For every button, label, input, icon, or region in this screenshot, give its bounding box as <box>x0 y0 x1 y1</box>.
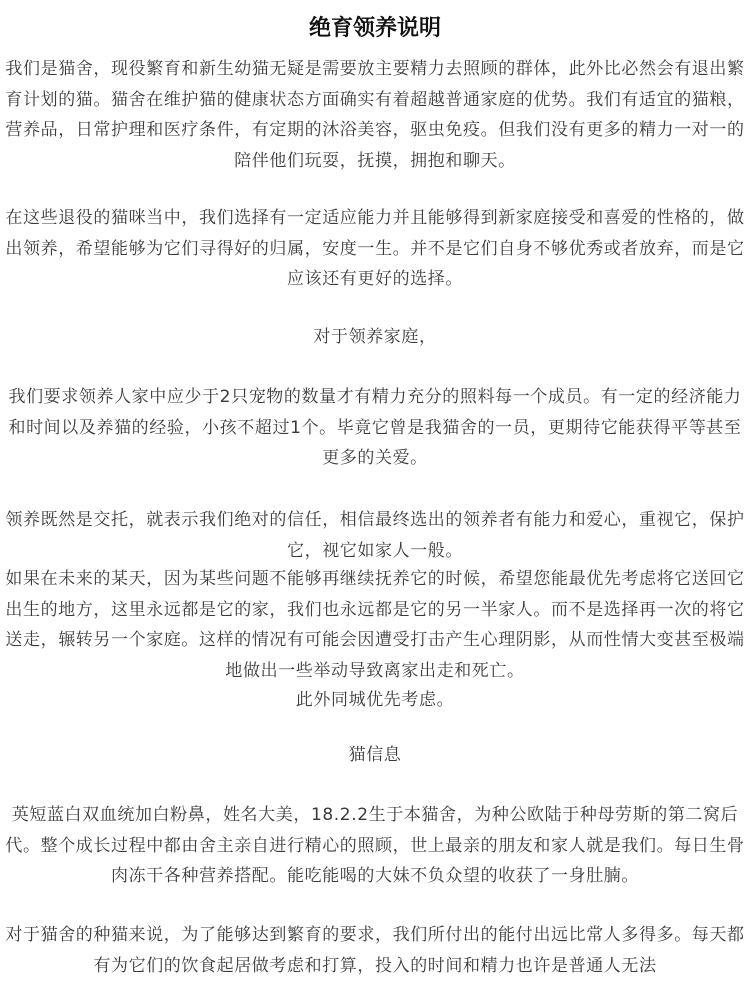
paragraph-cat-info: 英短蓝白双血统加白粉鼻，姓名大美，18.2.2生于本猫舍，为种公欧陆于种母劳斯的第二窝后代。整个成长过程中都由舍主亲自进行精心的照顾，世上最亲的朋友和家人就是我们。每日生骨肉冻干各种营养搭配。能吃能喝的大妹不负众望的收获了一身肚腩。 <box>5 805 745 887</box>
page-title: 绝育领养说明 <box>308 16 441 41</box>
paragraph-for-adopters-heading: 对于领养家庭， <box>313 327 437 347</box>
paragraph-trust: 领养既然是交托，就表示我们绝对的信任，相信最终选出的领养者有能力和爱心，重视它，保护它，视它如家人一般。 <box>5 510 745 561</box>
paragraph-cattery-intro: 我们是猫舍，现役繁育和新生幼猫无疑是需要放主要精力去照顾的群体，此外比必然会有退出繁育计划的猫。猫舍在维护猫的健康状态方面确实有着超越普通家庭的优势。我们有适宜的猫粮，营养品，日常护理和医疗条件，有定期的沐浴美容，驱虫免疫。但我们没有更多的精力一对一的陪伴他们玩耍，抚摸，拥抱和聊天。 <box>5 59 745 171</box>
paragraph-adopter-requirements: 我们要求领养人家中应少于2只宠物的数量才有精力充分的照料每一个成员。有一定的经济能力和时间以及养猫的经验，小孩不超过1个。毕竟它曾是我猫舍的一员，更期待它能获得平等甚至更多的关爱。 <box>8 387 742 469</box>
paragraph-same-city: 此外同城优先考虑。 <box>295 690 455 710</box>
paragraph-breeding-cats: 对于猫舍的种猫来说，为了能够达到繁育的要求，我们所付出的能付出远比常人多得多。每天都有为它们的饮食起居做考虑和打算，投入的时间和精力也许是普通人无法 <box>5 925 745 976</box>
section-heading-cat-info: 猫信息 <box>348 745 402 765</box>
paragraph-retired-cats: 在这些退役的猫咪当中，我们选择有一定适应能力并且能够得到新家庭接受和喜爱的性格的，做出领养，希望能够为它们寻得好的归属，安度一生。并不是它们自身不够优秀或者放弃，而是它应该还有更好的选择。 <box>5 208 745 290</box>
paragraph-return-policy: 如果在未来的某天，因为某些问题不能够再继续抚养它的时候，希望您能最优先考虑将它送回它出生的地方，这里永远都是它的家，我们也永远都是它的另一半家人。而不是选择再一次的将它送走，辗转另一个家庭。这样的情况有可能会因遭受打击产生心理阴影，从而性情大变甚至极端地做出一些举动导致离家出走和死亡。 <box>5 569 745 681</box>
